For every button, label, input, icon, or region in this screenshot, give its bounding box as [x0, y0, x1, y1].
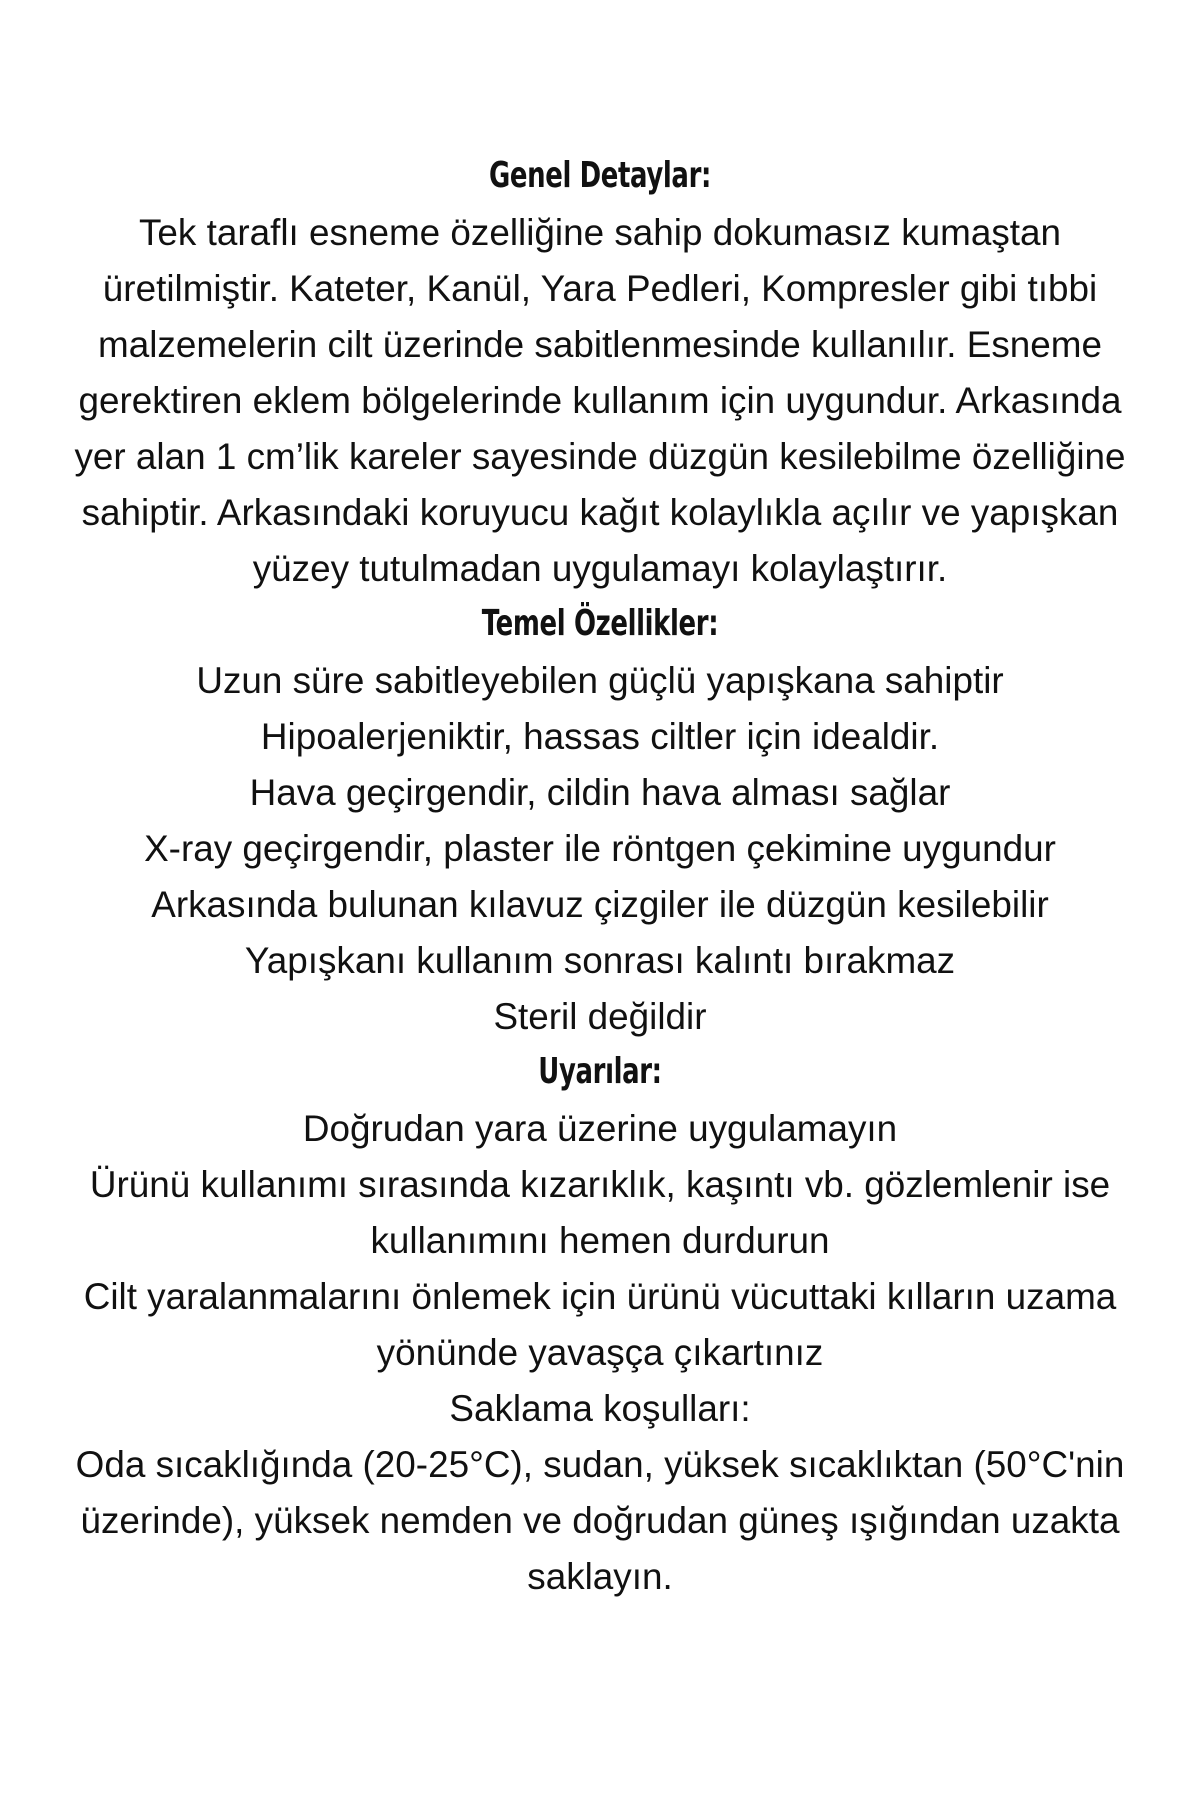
key-features-list [0, 652, 1200, 1044]
warning-line: Cilt yaralanmalarını önlemek için ürünü vücuttaki kılların uzama [83, 1275, 1117, 1317]
feature-item: Uzun süre sabitleyebilen güçlü yapışkana sahiptir [196, 659, 1004, 701]
warning-line: Doğrudan yara üzerine uygulamayın [302, 1107, 898, 1149]
warning-line: Ürünü kullanımı sırasında kızarıklık, kaşıntı vb. gözlemlenir ise [89, 1163, 1111, 1205]
key-features-heading: Temel Özellikler: [481, 603, 719, 644]
warning-line: kullanımını hemen durdurun [370, 1219, 830, 1261]
general-line: yüzey tutulmadan uygulamayı kolaylaştırır. [252, 547, 948, 589]
storage-line: saklayın. [527, 1555, 673, 1597]
storage-line: üzerinde), yüksek nemden ve doğrudan güneş ışığından uzakta [80, 1499, 1120, 1541]
general-line: gerektiren eklem bölgelerinde kullanım için uygundur. Arkasında [78, 379, 1122, 421]
product-description [0, 148, 1200, 1604]
feature-item: Arkasında bulunan kılavuz çizgiler ile düzgün kesilebilir [151, 883, 1049, 925]
general-details-heading: Genel Detaylar: [488, 155, 711, 196]
general-details-text [0, 204, 1200, 596]
warning-line: yönünde yavaşça çıkartınız [376, 1331, 824, 1373]
general-line: malzemelerin cilt üzerinde sabitlenmesinde kullanılır. Esneme [98, 323, 1102, 365]
general-line: Tek taraflı esneme özelliğine sahip dokumasız kumaştan [138, 211, 1062, 253]
storage-conditions-label: Saklama koşulları: [449, 1387, 751, 1429]
warnings-list [0, 1100, 1200, 1604]
warnings-heading: Uyarılar: [538, 1051, 662, 1092]
feature-item: Yapışkanı kullanım sonrası kalıntı bırakmaz [244, 939, 956, 981]
general-line: yer alan 1 cm’lik kareler sayesinde düzgün kesilebilme özelliğine [74, 435, 1126, 477]
feature-item: Hipoalerjeniktir, hassas ciltler için idealdir. [260, 715, 940, 757]
storage-line: Oda sıcaklığında (20-25°C), sudan, yüksek sıcaklıktan (50°C'nin [75, 1443, 1125, 1485]
feature-item: Steril değildir [493, 995, 707, 1037]
feature-item: X-ray geçirgendir, plaster ile röntgen çekimine uygundur [144, 827, 1056, 869]
general-line: sahiptir. Arkasındaki koruyucu kağıt kolaylıkla açılır ve yapışkan [81, 491, 1119, 533]
general-line: üretilmiştir. Kateter, Kanül, Yara Pedleri, Kompresler gibi tıbbi [102, 267, 1098, 309]
feature-item: Hava geçirgendir, cildin hava alması sağlar [249, 771, 951, 813]
